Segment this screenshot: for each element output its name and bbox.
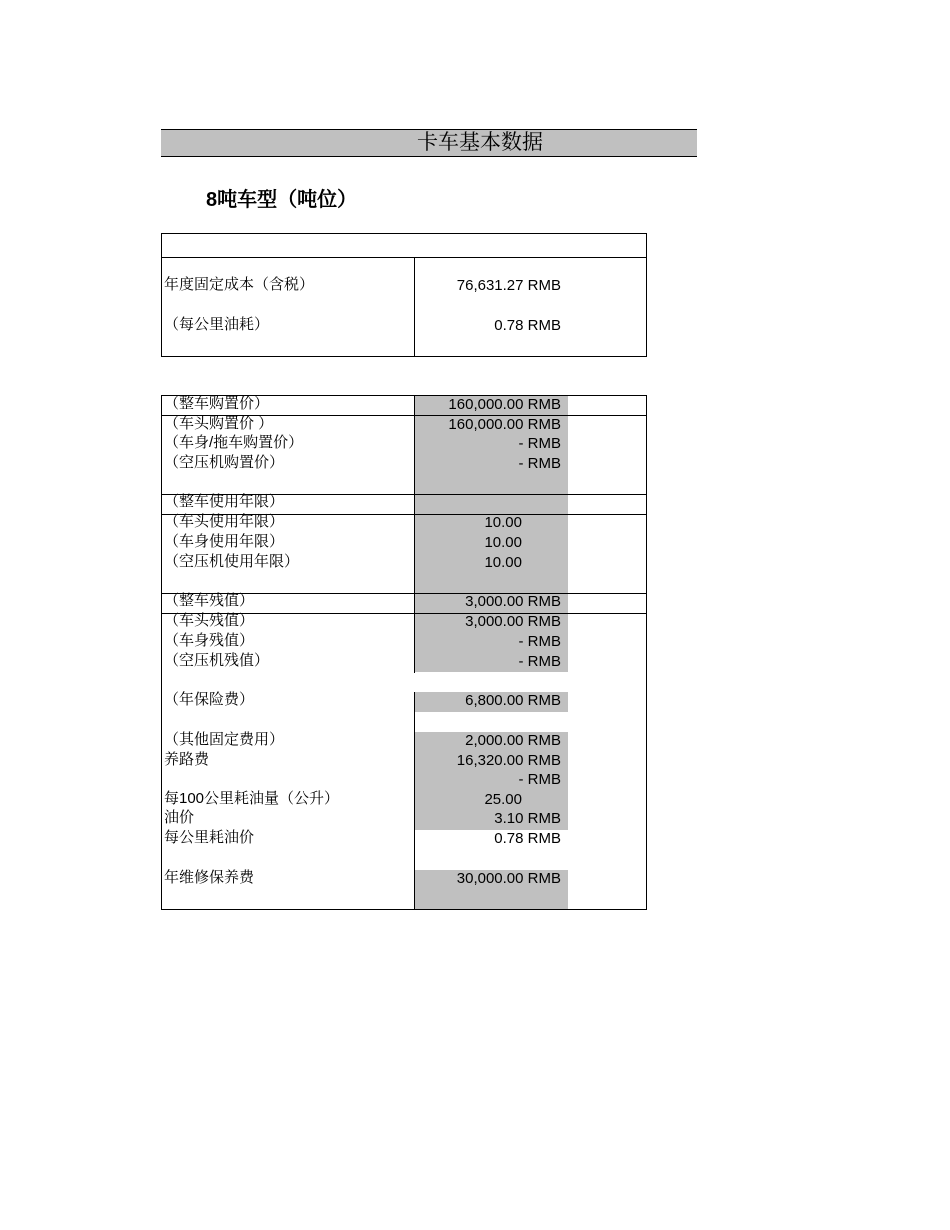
label-vehicle-residual: （整车残值） <box>164 592 255 609</box>
value-fuel-cost-per-km: 0.78 RMB <box>494 830 561 847</box>
label-compressor-life: （空压机使用年限） <box>164 553 300 570</box>
value-tractor-price: 160,000.00 RMB <box>448 416 561 433</box>
value-vehicle-price: 160,000.00 RMB <box>448 396 561 413</box>
label-maintenance: 年维修保养费 <box>164 869 255 886</box>
label-compressor-residual: （空压机残值） <box>164 652 270 669</box>
value-insurance: 6,800.00 RMB <box>465 692 561 709</box>
detail-column-divider <box>414 395 415 673</box>
subtitle: 8吨车型（吨位） <box>206 189 358 211</box>
label-road-fee: 养路费 <box>164 751 210 768</box>
label-tractor-residual: （车头残值） <box>164 612 255 629</box>
value-blank: - RMB <box>518 771 561 788</box>
value-fuel-price: 3.10 RMB <box>494 810 561 827</box>
value-body-life: 10.00 <box>484 534 522 551</box>
label-other-fixed: （其他固定费用） <box>164 731 285 748</box>
detail-column-divider-lower <box>414 692 415 909</box>
summary-table <box>161 233 647 357</box>
summary-column-divider <box>414 257 415 356</box>
value-fuel-per-100km: 25.00 <box>484 791 522 808</box>
value-tractor-life: 10.00 <box>484 514 522 531</box>
label-vehicle-life: （整车使用年限） <box>164 493 285 510</box>
title-band <box>161 129 697 157</box>
label-body-life: （车身使用年限） <box>164 533 285 550</box>
label-insurance: （年保险费） <box>164 691 255 708</box>
value-tractor-residual: 3,000.00 RMB <box>465 613 561 630</box>
value-compressor-life: 10.00 <box>484 554 522 571</box>
value-body-price: - RMB <box>518 435 561 452</box>
label-fuel-per-100km: 每100公里耗油量（公升） <box>164 790 340 807</box>
label-vehicle-price: （整车购置价） <box>164 395 270 412</box>
label-body-price: （车身/拖车购置价） <box>164 434 304 451</box>
value-compressor-residual: - RMB <box>518 653 561 670</box>
page-title: 卡车基本数据 <box>417 131 543 154</box>
value-body-residual: - RMB <box>518 633 561 650</box>
label-fuel-price: 油价 <box>164 809 195 826</box>
summary-value-fuel-per-km: 0.78 RMB <box>494 317 561 334</box>
value-vehicle-residual: 3,000.00 RMB <box>465 593 561 610</box>
label-body-residual: （车身残值） <box>164 632 255 649</box>
label-tractor-price: （车头购置价 ） <box>164 415 274 432</box>
value-other-fixed: 2,000.00 RMB <box>465 732 561 749</box>
summary-value-fixed-cost: 76,631.27 RMB <box>456 277 561 294</box>
summary-header-divider <box>161 257 647 258</box>
value-maintenance: 30,000.00 RMB <box>456 870 561 887</box>
label-fuel-cost-per-km: 每公里耗油价 <box>164 829 255 846</box>
summary-label-fixed-cost: 年度固定成本（含税） <box>164 276 315 293</box>
value-road-fee: 16,320.00 RMB <box>456 752 561 769</box>
label-compressor-price: （空压机购置价） <box>164 454 285 471</box>
label-tractor-life: （车头使用年限） <box>164 513 285 530</box>
value-compressor-price: - RMB <box>518 455 561 472</box>
summary-label-fuel-per-km: （每公里油耗） <box>164 316 270 333</box>
